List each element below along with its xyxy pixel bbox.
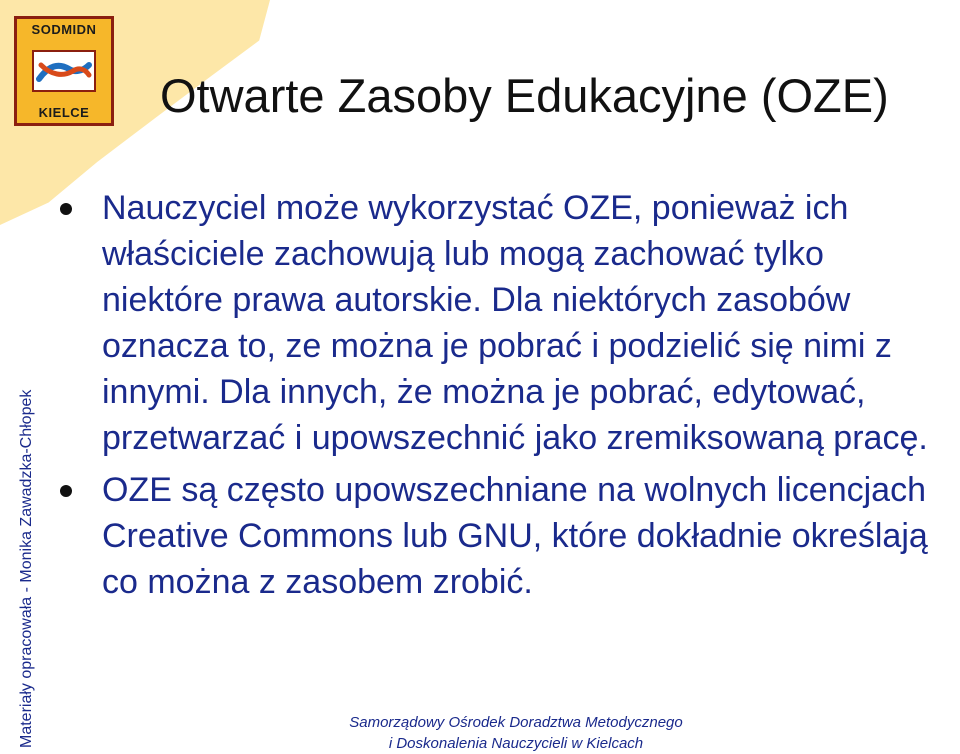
- bullet-text: OZE są często upowszechniane na wolnych licencjach Creative Commons lub GNU, które dokładnie określają co można z zasobem zrobić.: [102, 471, 928, 601]
- footer-line-2: i Doskonalenia Nauczycieli w Kielcach: [388, 735, 644, 752]
- footer: [330, 712, 702, 754]
- bullet-item: [60, 467, 940, 605]
- bullet-item: [60, 185, 940, 461]
- slide-title: Otwarte Zasoby Edukacyjne (OZE): [160, 69, 889, 122]
- sodmidn-logo: [14, 16, 114, 126]
- hands-icon: [29, 45, 99, 97]
- bullet-dot-icon: [60, 203, 72, 215]
- logo-top-text: SODMIDN: [31, 22, 97, 37]
- bullet-dot-icon: [60, 485, 72, 497]
- logo-bottom-text: KIELCE: [38, 105, 90, 120]
- author-side-label: Materiały opracowała - Monika Zawadzka-Chłopek: [18, 389, 35, 748]
- bullet-list: [60, 185, 940, 611]
- footer-line-1: Samorządowy Ośrodek Doradztwa Metodycznego: [349, 714, 683, 731]
- bullet-text: Nauczyciel może wykorzystać OZE, ponieważ ich właściciele zachowują lub mogą zachować tylko niektóre prawa autorskie. Dla niektórych zasobów oznacza to, ze można je pobrać i podzielić się nimi z innymi. Dla innych, że można je pobrać, edytować, przetwarzać i upowszechnić jako zremiksowaną pracę.: [102, 189, 928, 457]
